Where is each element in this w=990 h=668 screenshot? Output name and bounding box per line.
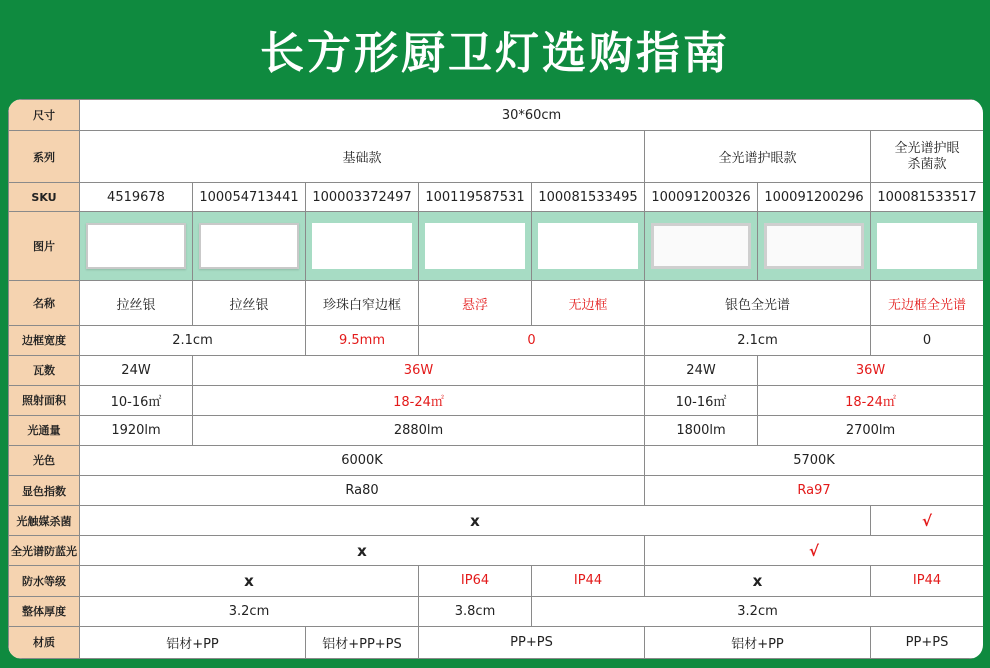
product-image-cell xyxy=(419,212,532,281)
label-sterilize: 光触媒杀菌 xyxy=(9,506,80,536)
name-cell: 银色全光谱 xyxy=(645,280,871,326)
label-image: 图片 xyxy=(9,212,80,281)
product-image xyxy=(764,223,865,269)
name-cell: 悬浮 xyxy=(419,280,532,326)
row-area xyxy=(9,385,984,415)
material-cell: 铝材+PP xyxy=(80,626,306,658)
name-cell: 珍珠白窄边框 xyxy=(306,280,419,326)
label-lumen: 光通量 xyxy=(9,415,80,445)
lumen-cell: 2700lm xyxy=(758,415,984,445)
product-image xyxy=(877,223,978,269)
lumen-cell: 1920lm xyxy=(80,415,193,445)
color-temp-cell: 6000K xyxy=(80,445,645,475)
product-image-cell xyxy=(758,212,871,281)
lumen-cell: 1800lm xyxy=(645,415,758,445)
label-size: 尺寸 xyxy=(9,100,80,131)
watt-cell: 24W xyxy=(80,355,193,385)
sku-cell: 100003372497 xyxy=(306,183,419,212)
sku-cell: 100081533517 xyxy=(871,183,984,212)
label-wattage: 瓦数 xyxy=(9,355,80,385)
color-temp-cell: 5700K xyxy=(645,445,984,475)
row-color-temp xyxy=(9,445,984,475)
comparison-table xyxy=(8,99,983,659)
label-thickness: 整体厚度 xyxy=(9,596,80,626)
cri-cell: Ra80 xyxy=(80,476,645,506)
product-image xyxy=(312,223,413,269)
row-sku xyxy=(9,183,984,212)
thickness-cell: 3.2cm xyxy=(80,596,419,626)
material-cell: PP+PS xyxy=(419,626,645,658)
product-image xyxy=(651,223,752,269)
name-cell: 无边框全光谱 xyxy=(871,280,984,326)
label-name: 名称 xyxy=(9,280,80,326)
material-cell: PP+PS xyxy=(871,626,984,658)
material-cell: 铝材+PP+PS xyxy=(306,626,419,658)
blue-light-cell: √ xyxy=(645,536,984,566)
row-sterilize xyxy=(9,506,984,536)
watt-cell: 36W xyxy=(193,355,645,385)
size-value: 30*60cm xyxy=(80,100,984,131)
sku-cell: 100091200326 xyxy=(645,183,758,212)
row-name xyxy=(9,280,984,326)
row-series xyxy=(9,131,984,183)
product-image-cell xyxy=(306,212,419,281)
label-area: 照射面积 xyxy=(9,385,80,415)
area-cell: 10-16㎡ xyxy=(80,385,193,415)
sku-cell: 100054713441 xyxy=(193,183,306,212)
lumen-cell: 2880lm xyxy=(193,415,645,445)
waterproof-cell: x xyxy=(645,566,871,596)
sku-cell: 100081533495 xyxy=(532,183,645,212)
name-cell: 拉丝银 xyxy=(193,280,306,326)
label-sku: SKU xyxy=(9,183,80,212)
sterilize-cell: √ xyxy=(871,506,984,536)
comparison-table-card xyxy=(8,99,983,659)
series-basic: 基础款 xyxy=(80,131,645,183)
waterproof-cell: IP64 xyxy=(419,566,532,596)
area-cell: 18-24㎡ xyxy=(758,385,984,415)
sku-cell: 100091200296 xyxy=(758,183,871,212)
area-cell: 10-16㎡ xyxy=(645,385,758,415)
row-material xyxy=(9,626,984,658)
row-thickness xyxy=(9,596,984,626)
series-full-spectrum: 全光谱护眼款 xyxy=(645,131,871,183)
row-image xyxy=(9,212,984,281)
sterilize-cell: x xyxy=(80,506,871,536)
product-image-cell xyxy=(645,212,758,281)
row-wattage xyxy=(9,355,984,385)
thickness-cell: 3.2cm xyxy=(532,596,984,626)
row-blue-light xyxy=(9,536,984,566)
area-cell: 18-24㎡ xyxy=(193,385,645,415)
frame-cell: 2.1cm xyxy=(645,326,871,355)
product-image-cell xyxy=(532,212,645,281)
label-waterproof: 防水等级 xyxy=(9,566,80,596)
name-cell: 拉丝银 xyxy=(80,280,193,326)
series-full-sterilize: 全光谱护眼 杀菌款 xyxy=(871,131,984,183)
label-cri: 显色指数 xyxy=(9,476,80,506)
label-blue-light: 全光谱防蓝光 xyxy=(9,536,80,566)
product-image xyxy=(199,223,300,269)
frame-cell: 0 xyxy=(419,326,645,355)
sku-cell: 4519678 xyxy=(80,183,193,212)
label-color-temp: 光色 xyxy=(9,445,80,475)
waterproof-cell: IP44 xyxy=(871,566,984,596)
watt-cell: 36W xyxy=(758,355,984,385)
frame-cell: 0 xyxy=(871,326,984,355)
product-image-cell xyxy=(80,212,193,281)
waterproof-cell: IP44 xyxy=(532,566,645,596)
label-material: 材质 xyxy=(9,626,80,658)
cri-cell: Ra97 xyxy=(645,476,984,506)
thickness-cell: 3.8cm xyxy=(419,596,532,626)
product-image xyxy=(86,223,187,269)
material-cell: 铝材+PP xyxy=(645,626,871,658)
row-frame-width xyxy=(9,326,984,355)
row-lumen xyxy=(9,415,984,445)
product-image-cell xyxy=(193,212,306,281)
blue-light-cell: x xyxy=(80,536,645,566)
name-cell: 无边框 xyxy=(532,280,645,326)
product-image-cell xyxy=(871,212,984,281)
page-title: 长方形厨卫灯选购指南 xyxy=(260,28,730,79)
watt-cell: 24W xyxy=(645,355,758,385)
label-series: 系列 xyxy=(9,131,80,183)
product-image xyxy=(538,223,639,269)
row-size xyxy=(9,100,984,131)
product-image xyxy=(425,223,526,269)
row-cri xyxy=(9,476,984,506)
waterproof-cell: x xyxy=(80,566,419,596)
row-waterproof xyxy=(9,566,984,596)
label-frame-width: 边框宽度 xyxy=(9,326,80,355)
frame-cell: 2.1cm xyxy=(80,326,306,355)
frame-cell: 9.5mm xyxy=(306,326,419,355)
sku-cell: 100119587531 xyxy=(419,183,532,212)
